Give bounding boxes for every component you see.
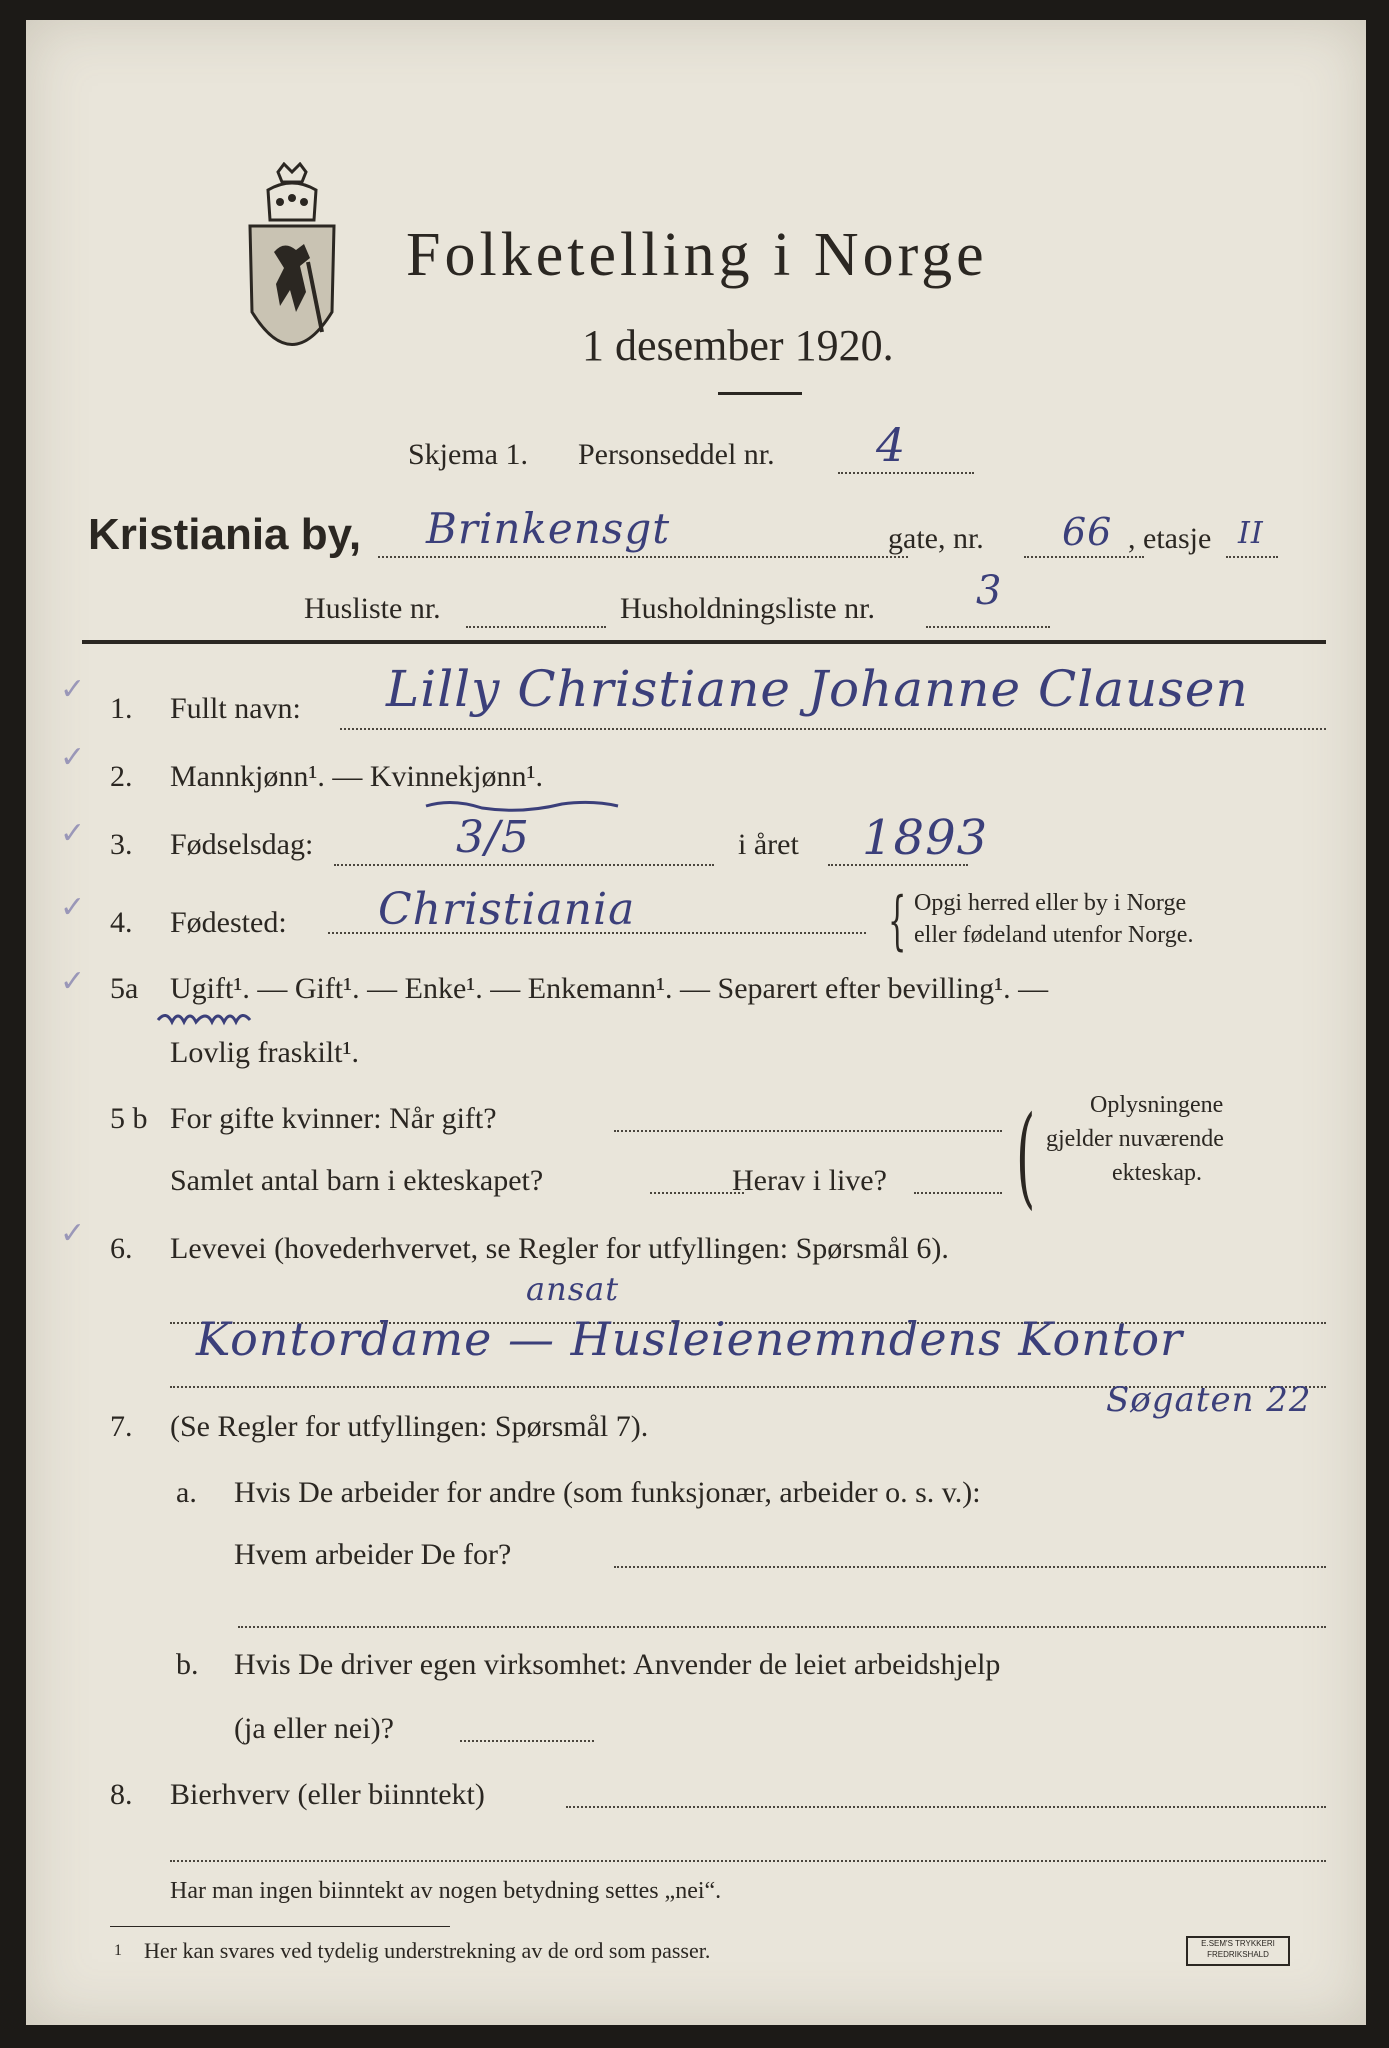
birthdate-line xyxy=(334,864,714,866)
check-mark-icon: ✓ xyxy=(60,816,86,851)
birth-year-value: 1893 xyxy=(862,810,989,866)
husholdning-label: Husholdningsliste nr. xyxy=(620,592,876,625)
married-date-line xyxy=(614,1130,1002,1132)
check-mark-icon: ✓ xyxy=(60,964,86,999)
check-mark-icon: ✓ xyxy=(60,890,86,925)
check-mark-icon: ✓ xyxy=(60,740,86,775)
printer-stamp-line1: E.SEM'S TRYKKERI xyxy=(1201,1939,1275,1948)
q6-number: 6. xyxy=(110,1232,133,1265)
occupation-annotation: ansat xyxy=(526,1270,620,1308)
street-value: Brinkensgt xyxy=(426,504,671,553)
etasje-line xyxy=(1226,556,1278,558)
occupation-address-value: Søgaten 22 xyxy=(1106,1380,1312,1420)
gender-options: Mannkjønn¹. — Kvinnekjønn¹. xyxy=(170,760,543,793)
etasje-value: II xyxy=(1238,516,1264,551)
q1-number: 1. xyxy=(110,692,133,725)
birthplace-value: Christiania xyxy=(378,884,636,935)
q5b-note-line3: ekteskap. xyxy=(1112,1160,1202,1186)
gate-nr-line xyxy=(1024,556,1144,558)
form-title: Folketelling i Norge xyxy=(406,221,988,289)
marital-status-underline xyxy=(156,1006,256,1030)
employer-label: Hvem arbeider De for? xyxy=(234,1538,512,1571)
hired-help-line xyxy=(460,1740,594,1742)
q3-number: 3. xyxy=(110,828,133,861)
etasje-label: , etasje xyxy=(1128,522,1212,555)
q2-number: 2. xyxy=(110,760,133,793)
occupation-value: Kontordame — Husleienemndens Kontor xyxy=(196,1312,1184,1366)
check-mark-icon: ✓ xyxy=(60,1216,86,1251)
street-line xyxy=(378,556,908,558)
q5b-number: 5 b xyxy=(110,1102,148,1135)
q5b-brace: ( xyxy=(1016,1092,1036,1220)
q4-note-line1: Opgi herred eller by i Norge xyxy=(914,890,1187,916)
header-rule xyxy=(82,640,1326,644)
q4-label: Fødested: xyxy=(170,906,287,939)
city-label: Kristiania by, xyxy=(88,510,362,559)
q5b-note-line2: gjelder nuværende xyxy=(1046,1126,1224,1152)
q8-label: Bierhverv (eller biinntekt) xyxy=(170,1778,485,1811)
gate-nr-value: 66 xyxy=(1062,510,1113,554)
q7a-label: Hvis De arbeider for andre (som funksjonær, arbeider o. s. v.): xyxy=(234,1476,981,1509)
birth-year-label: i året xyxy=(738,828,799,861)
q6-label: Levevei (hovederhvervet, se Regler for utfyllingen: Spørsmål 6). xyxy=(170,1232,949,1265)
q7a-letter: a. xyxy=(176,1476,197,1509)
q5b-label: For gifte kvinner: Når gift? xyxy=(170,1102,497,1135)
no-income-note: Har man ingen biinntekt av nogen betydning settes „nei“. xyxy=(170,1878,722,1904)
personseddel-value: 4 xyxy=(876,418,907,472)
title-divider xyxy=(718,392,802,395)
marital-status-options: Ugift¹. — Gift¹. — Enke¹. — Enkemann¹. — Separert efter bevilling¹. — xyxy=(170,972,1049,1005)
employer-line xyxy=(614,1566,1326,1568)
footnote-number: 1 xyxy=(114,1942,122,1959)
full-name-value: Lilly Christiane Johanne Clausen xyxy=(386,660,1249,718)
printer-stamp xyxy=(1186,1936,1290,1966)
footnote-text: Her kan svares ved tydelig understrekning av de ord som passer. xyxy=(144,1938,711,1963)
q1-line xyxy=(340,728,1326,730)
q7-number: 7. xyxy=(110,1410,133,1443)
children-count-label: Samlet antal barn i ekteskapet? xyxy=(170,1164,544,1197)
census-form-sheet xyxy=(26,20,1366,2025)
gate-nr-label: gate, nr. xyxy=(888,522,984,555)
marital-status-options-2: Lovlig fraskilt¹. xyxy=(170,1036,359,1069)
q7b-label: Hvis De driver egen virksomhet: Anvender de leiet arbeidshjelp xyxy=(234,1648,1001,1681)
q3-label: Fødselsdag: xyxy=(170,828,314,861)
q5a-number: 5a xyxy=(110,972,139,1005)
birth-day-value: 3/5 xyxy=(456,812,530,863)
side-income-line-2 xyxy=(170,1860,1326,1862)
personseddel-line xyxy=(838,472,974,474)
skjema-label: Skjema 1. xyxy=(408,438,528,471)
children-count-line xyxy=(650,1192,744,1194)
q7b-letter: b. xyxy=(176,1648,199,1681)
side-income-line xyxy=(566,1806,1326,1808)
husholdning-value: 3 xyxy=(976,568,1003,614)
husliste-label: Husliste nr. xyxy=(304,592,441,625)
q8-number: 8. xyxy=(110,1778,133,1811)
employer-line-2 xyxy=(238,1626,1326,1628)
husliste-line xyxy=(466,626,606,628)
husholdning-line xyxy=(926,626,1050,628)
q5b-note-line1: Oplysningene xyxy=(1090,1092,1224,1118)
census-date: 1 desember 1920. xyxy=(582,321,894,370)
q7-label: (Se Regler for utfyllingen: Spørsmål 7). xyxy=(170,1410,649,1443)
footnote-rule xyxy=(110,1926,450,1927)
printer-stamp-line2: FREDRIKSHALD xyxy=(1207,1950,1269,1959)
q4-brace: { xyxy=(888,884,907,958)
personseddel-label: Personseddel nr. xyxy=(578,438,775,471)
children-alive-label: Herav i live? xyxy=(732,1164,887,1197)
check-mark-icon: ✓ xyxy=(60,672,86,707)
norwegian-coat-of-arms-icon xyxy=(244,162,340,382)
hired-help-label: (ja eller nei)? xyxy=(234,1712,394,1745)
q4-number: 4. xyxy=(110,906,133,939)
q4-note-line2: eller fødeland utenfor Norge. xyxy=(914,922,1194,948)
children-alive-line xyxy=(914,1192,1002,1194)
q1-label: Fullt navn: xyxy=(170,692,301,725)
